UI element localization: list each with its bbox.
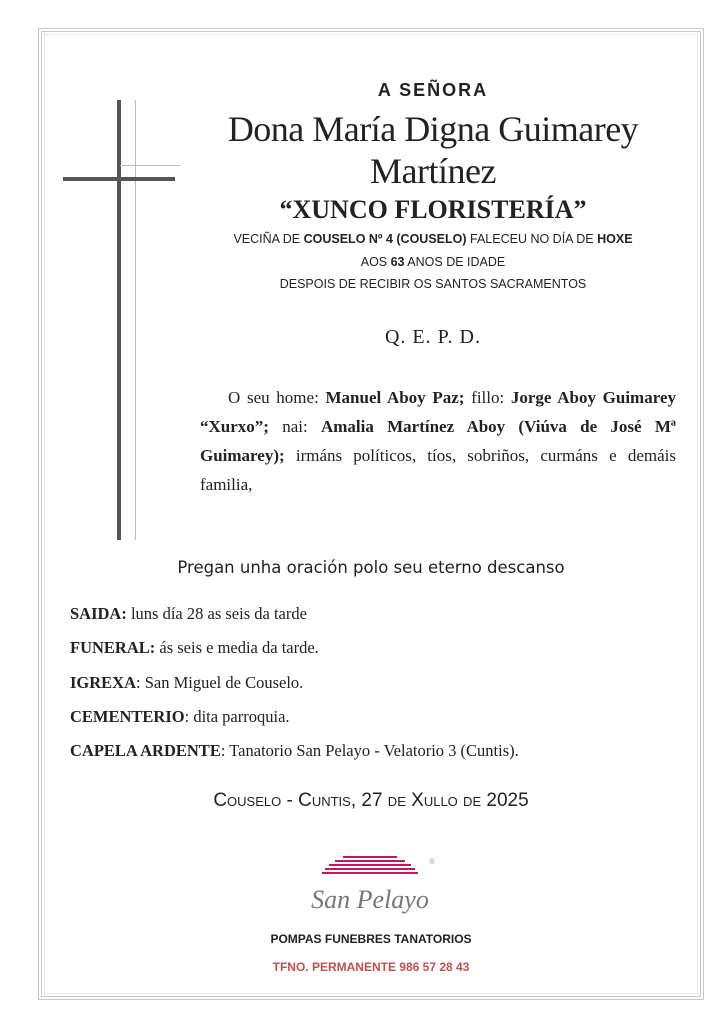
- company-phone: TFNO. PERMANENTE 986 57 28 43: [272, 960, 470, 974]
- deceased-name-line1: Dona María Digna Guimarey: [227, 109, 639, 149]
- registered-mark: ®: [429, 857, 435, 866]
- detail-capela: CAPELA ARDENTE: Tanatorio San Pelayo - Velatorio 3 (Cuntis).: [70, 741, 519, 760]
- deceased-name-line2: Martínez: [370, 151, 496, 191]
- detail-funeral: FUNERAL: ás seis e media da tarde.: [70, 638, 319, 657]
- info-line-2: AOS 63 ANOS DE IDADE: [360, 255, 506, 269]
- detail-cementerio: CEMENTERIO: dita parroquia.: [70, 707, 290, 726]
- place-date: Couselo - Cuntis, 27 de Xullo de 2025: [213, 790, 529, 811]
- san-pelayo-logo: [295, 850, 445, 920]
- cross-icon: [60, 95, 180, 545]
- info-line-1: VECIÑA DE COUSELO Nº 4 (COUSELO) FALECEU NO DÍA DE HOXE: [233, 232, 633, 246]
- detail-saida: SAIDA: luns día 28 as seis da tarde: [70, 604, 307, 623]
- deceased-nickname: “XUNCO FLORISTERÍA”: [279, 195, 587, 224]
- heading: A SEÑORA: [377, 80, 489, 100]
- company-name: POMPAS FUNEBRES TANATORIOS: [270, 932, 472, 946]
- qepd: Q. E. P. D.: [384, 326, 481, 348]
- logo-text: San Pelayo: [311, 885, 429, 914]
- prayer-line: Pregan unha oración polo seu eterno descanso: [177, 558, 565, 577]
- detail-igrexa: IGREXA: San Miguel de Couselo.: [70, 673, 304, 692]
- family-paragraph: O seu home: Manuel Aboy Paz; fillo: Jorge Aboy Guimarey “Xurxo”; nai: Amalia Martínez Aboy (Viúva de José Mª Guimarey); irmáns políticos, tíos, sobriños, curmáns e demáis familia,: [200, 388, 676, 494]
- info-line-3: DESPOIS DE RECIBIR OS SANTOS SACRAMENTOS: [279, 277, 587, 291]
